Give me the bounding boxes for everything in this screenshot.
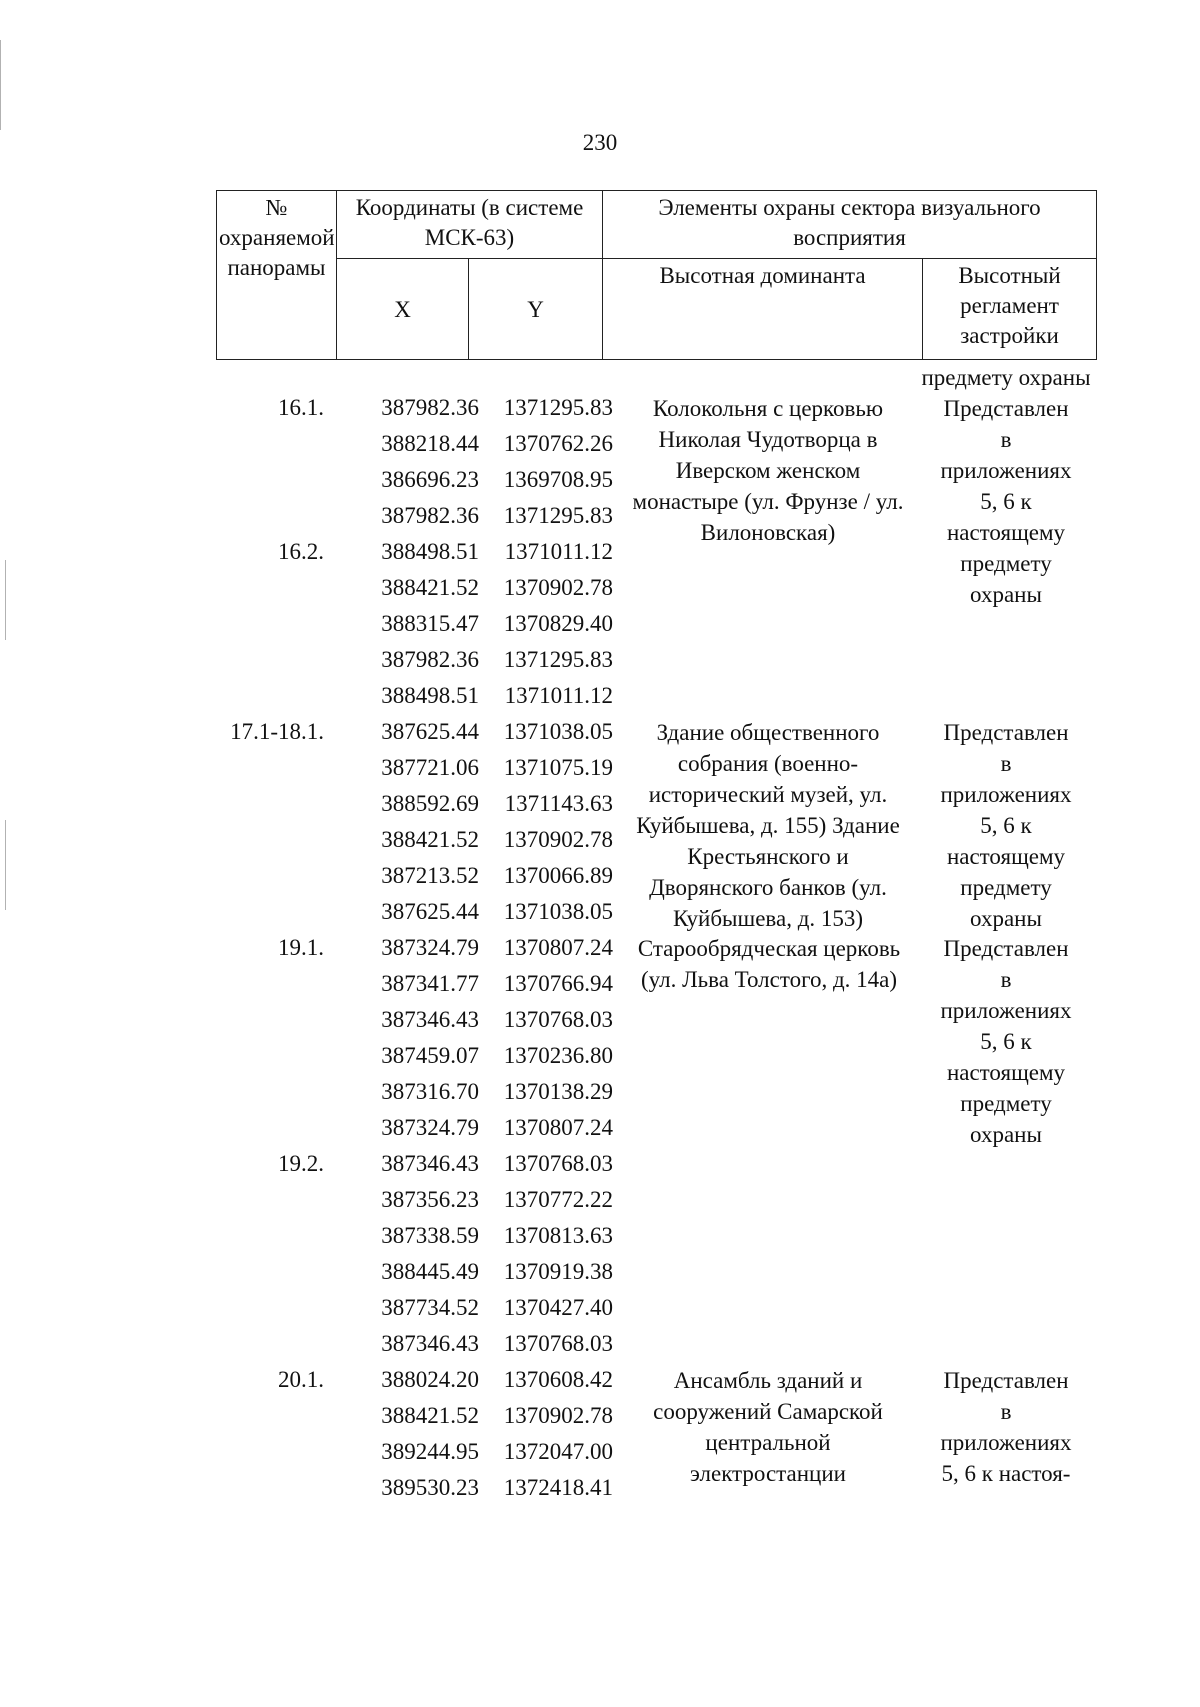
panorama-number: 19.1. [278,935,324,960]
coordinate-y: 1370829.40 [503,611,613,636]
coordinate-y: 1370762.26 [503,431,613,456]
coordinate-y: 1371295.83 [503,647,613,672]
header-x: X [337,259,469,360]
coordinate-x: 388498.51 [381,683,479,708]
coordinate-y: 1370902.78 [503,1403,613,1428]
coordinate-x: 387324.79 [381,1115,479,1140]
scan-mark [5,820,6,910]
coordinate-row [347,786,613,822]
coordinate-y: 1370066.89 [503,863,613,888]
height-dominant: Колокольня с церковью Николая Чудотворца в Иверском женском монастыре (ул. Фрунзе / ул. Вилоновская) [632,396,904,545]
coordinate-y: 1371143.63 [504,791,613,816]
coordinate-y: 1370919.38 [503,1259,613,1284]
coordinate-x: 388421.52 [381,1403,479,1428]
coordinate-row [347,534,613,570]
coordinate-x: 389244.95 [381,1439,479,1464]
coordinate-y: 1370902.78 [503,827,613,852]
panorama-number: 16.1. [278,395,324,420]
coordinate-row [347,1182,613,1218]
coordinate-x: 387982.36 [381,503,479,528]
coordinate-y: 1370772.22 [503,1187,613,1212]
coordinate-x: 387982.36 [381,647,479,672]
panorama-number: 16.2. [278,539,324,564]
coordinate-x: 389530.23 [381,1475,479,1500]
coordinate-x: 387625.44 [381,719,479,744]
coordinate-x: 387316.70 [381,1079,479,1104]
coordinate-x: 387625.44 [381,899,479,924]
coordinate-y: 1371295.83 [503,503,613,528]
coordinate-row [347,1362,613,1398]
coordinate-y: 1370768.03 [503,1151,613,1176]
coordinate-x: 388421.52 [381,575,479,600]
coordinate-row [347,1254,613,1290]
header-protection-elements: Элементы охраны сектора визуального восприятия [603,191,1097,259]
page-number: 230 [582,130,618,155]
coordinate-x: 387721.06 [381,755,479,780]
coordinate-row [347,642,613,678]
coordinate-list [347,930,613,1362]
coordinate-x: 387982.36 [381,395,479,420]
height-dominant: Старообрядческая церковь (ул. Льва Толстого, д. 14а) [637,936,901,992]
coordinate-y: 1370236.80 [503,1043,613,1068]
coordinate-x: 388498.51 [381,539,479,564]
coordinate-y: 1370768.03 [503,1331,613,1356]
table-header [216,190,1097,360]
coordinate-y: 1370902.78 [503,575,613,600]
coordinate-x: 388592.69 [381,791,479,816]
coordinate-x: 386696.23 [381,467,479,492]
coordinate-y: 1372047.00 [503,1439,613,1464]
coordinate-y: 1372418.41 [503,1475,613,1500]
coordinate-x: 387213.52 [381,863,479,888]
coordinate-row [347,606,613,642]
coordinate-y: 1371075.19 [503,755,613,780]
height-dominant: Ансамбль зданий и сооружений Самарской центральной электростанции [653,1368,883,1486]
coordinate-x: 387346.43 [381,1007,479,1032]
coordinate-row [347,1290,613,1326]
coordinate-x: 388421.52 [381,827,479,852]
coordinate-x: 387346.43 [381,1331,479,1356]
coordinate-row [347,1470,613,1506]
scan-mark [5,560,6,640]
coordinate-x: 388445.49 [381,1259,479,1284]
coordinate-y: 1371011.12 [504,539,613,564]
height-dominant: Здание общественного собрания (военно-исторический музей, ул. Куйбышева, д. 155) Здание Крестьянского и Дворянского банков (ул. Куйбышева, д. 153) [636,720,900,931]
coordinate-y: 1370766.94 [503,971,613,996]
panorama-number: 19.2. [278,1151,324,1176]
coordinate-row [347,858,613,894]
scan-mark [0,40,1,130]
coordinate-list [347,1362,613,1506]
coordinate-y: 1371038.05 [503,899,613,924]
coordinate-y: 1371011.12 [504,683,613,708]
coordinate-y: 1370608.42 [503,1367,613,1392]
coordinate-x: 387338.59 [381,1223,479,1248]
coordinate-row [347,426,613,462]
coordinate-x: 388315.47 [381,611,479,636]
continuation-text: предмету охраны [921,365,1091,390]
coordinate-row [347,570,613,606]
coordinate-y: 1370138.29 [503,1079,613,1104]
height-regulation: Представлен в приложениях 5, 6 к настоящему предмету охраны [940,936,1072,1147]
coordinate-x: 388218.44 [381,431,479,456]
height-regulation: Представлен в приложениях 5, 6 к настоящему предмету охраны [940,720,1072,931]
coordinate-row [347,498,613,534]
coordinate-y: 1370427.40 [503,1295,613,1320]
coordinate-row [347,390,613,426]
coordinate-row [347,966,613,1002]
coordinate-row [347,678,613,714]
height-regulation: Представлен в приложениях 5, 6 к настоящему предмету охраны [940,396,1072,607]
coordinate-row [347,1110,613,1146]
header-height-dominant: Высотная доминанта [603,259,923,360]
coordinate-row [347,1218,613,1254]
coordinate-row [347,1398,613,1434]
panorama-number: 20.1. [278,1367,324,1392]
coordinate-x: 388024.20 [381,1367,479,1392]
coordinate-y: 1371038.05 [503,719,613,744]
coordinate-y: 1370813.63 [503,1223,613,1248]
coordinate-x: 387356.23 [381,1187,479,1212]
coordinate-y: 1370807.24 [503,935,613,960]
coordinate-row [347,714,613,750]
panorama-number: 17.1-18.1. [230,719,324,744]
header-y: Y [469,259,603,360]
header-panorama-number: № охраняемой панорамы [217,191,337,360]
coordinate-row [347,1002,613,1038]
header-height-regulation: Высотный регламент застройки [923,259,1097,360]
coordinate-y: 1371295.83 [503,395,613,420]
coordinate-row [347,750,613,786]
coordinate-row [347,1074,613,1110]
coordinate-row [347,1038,613,1074]
coordinate-x: 387341.77 [381,971,479,996]
coordinate-list [347,390,613,714]
height-regulation: Представлен в приложениях 5, 6 к настоя- [940,1368,1072,1486]
coordinate-y: 1370768.03 [503,1007,613,1032]
coordinate-row [347,1326,613,1362]
coordinate-y: 1369708.95 [503,467,613,492]
coordinate-row [347,1434,613,1470]
coordinate-row [347,894,613,930]
coordinate-x: 387459.07 [381,1043,479,1068]
coordinate-x: 387734.52 [381,1295,479,1320]
coordinate-y: 1370807.24 [503,1115,613,1140]
coordinate-x: 387324.79 [381,935,479,960]
coordinate-row [347,462,613,498]
coordinate-row [347,822,613,858]
header-coordinates: Координаты (в системе МСК-63) [337,191,603,259]
coordinate-x: 387346.43 [381,1151,479,1176]
coordinate-row [347,1146,613,1182]
coordinate-list [347,714,613,930]
coordinate-row [347,930,613,966]
